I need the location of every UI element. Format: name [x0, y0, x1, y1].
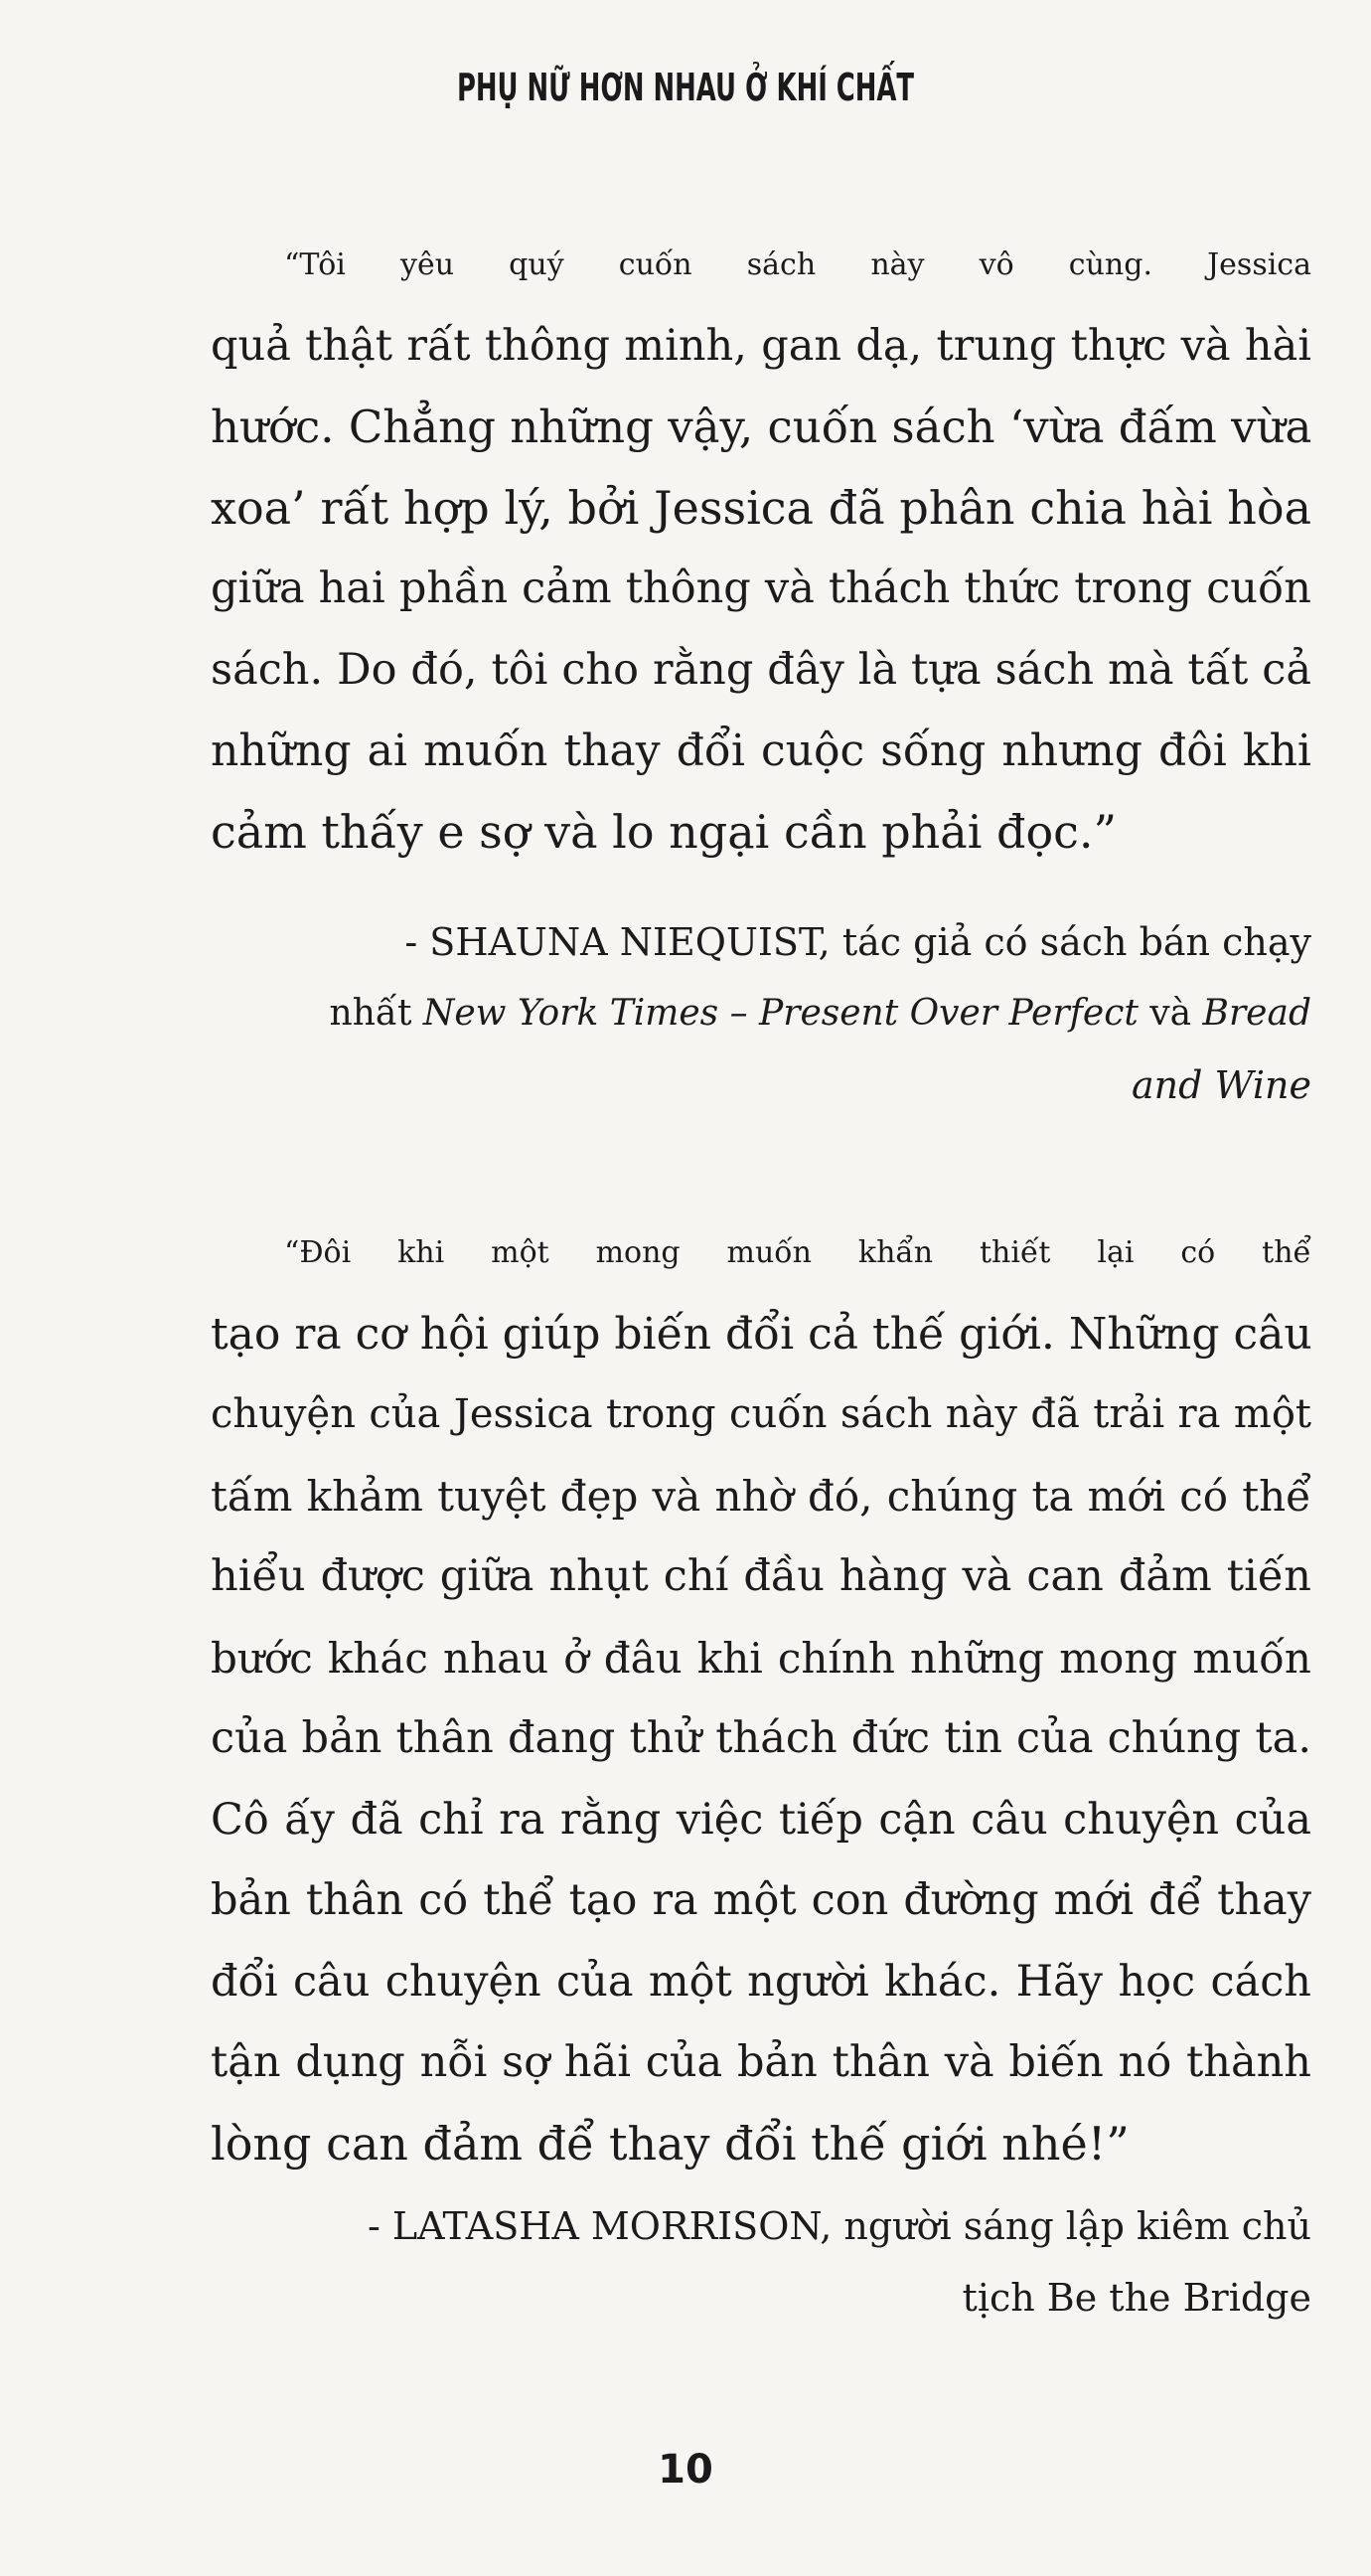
quote-line: hước. Chẳng những vậy, cuốn sách ‘vừa đấm vừa: [211, 401, 1312, 453]
quote-latasha-morrison: [211, 1212, 1311, 2184]
book-title-italic: and Wine: [1131, 1063, 1311, 1107]
book-title-italic: Bread: [1202, 993, 1311, 1034]
attribution-latasha-morrison: [318, 2190, 1311, 2334]
quote-line: quả thật rất thông minh, gan dạ, trung thực và hài: [211, 320, 1311, 371]
quote-line: xoa’ rất hợp lý, bởi Jessica đã phân chia hài hòa: [211, 480, 1311, 535]
attribution-shauna-niequist: [318, 906, 1311, 1121]
attribution-line: [318, 1049, 1311, 1121]
quote-line: bước khác nhau ở đâu khi chính những mong muốn: [211, 1633, 1311, 1683]
running-head: PHỤ NỮ HƠN NHAU Ở KHÍ CHẤT: [456, 66, 915, 109]
quote-line: “Đôi khi một mong muốn khẩn thiết lại có thể: [284, 1235, 1311, 1270]
quote-line: hiểu được giữa nhụt chí đầu hàng và can đảm tiến: [211, 1551, 1311, 1601]
quote-line: tạo ra cơ hội giúp biến đổi cả thế giới. Những câu: [211, 1308, 1312, 1360]
quote-line: tấm khảm tuyệt đẹp và nhờ đó, chúng ta mới có thể: [211, 1471, 1311, 1521]
quote-line: Cô ấy đã chỉ ra rằng việc tiếp cận câu chuyện của: [211, 1794, 1311, 1845]
quote-line: những ai muốn thay đổi cuộc sống nhưng đôi khi: [211, 725, 1311, 776]
page-number: 10: [658, 2447, 713, 2493]
attribution-line: - LATASHA MORRISON, người sáng lập kiêm chủ: [367, 2204, 1311, 2248]
attribution-text: nhất: [329, 993, 423, 1034]
quote-line: chuyện của Jessica trong cuốn sách này đã trải ra một: [211, 1391, 1311, 1437]
attribution-line: [318, 978, 1311, 1049]
quote-line: của bản thân đang thử thách đức tin của chúng ta.: [211, 1713, 1311, 1763]
quote-shauna-niequist: [211, 225, 1311, 873]
book-title-italic: New York Times – Present Over Perfect: [422, 993, 1139, 1034]
quote-line: sách. Do đó, tôi cho rằng đây là tựa sách mà tất cả: [211, 644, 1311, 695]
quote-line: tận dụng nỗi sợ hãi của bản thân và biến nó thành: [211, 2037, 1311, 2087]
quote-line: bản thân có thể tạo ra một con đường mới để thay: [211, 1875, 1311, 1925]
attribution-line: tịch Be the Bridge: [962, 2276, 1311, 2320]
attribution-text: và: [1138, 993, 1203, 1034]
quote-line: đổi câu chuyện của một người khác. Hãy học cách: [211, 1956, 1311, 2007]
attribution-line: - SHAUNA NIEQUIST, tác giả có sách bán chạy: [404, 920, 1311, 964]
quote-line: “Tôi yêu quý cuốn sách này vô cùng. Jessica: [284, 247, 1311, 282]
quote-line: lòng can đảm để thay đổi thế giới nhé!”: [211, 2116, 1130, 2171]
quote-line: giữa hai phần cảm thông và thách thức trong cuốn: [211, 564, 1311, 613]
quote-line: cảm thấy e sợ và lo ngại cần phải đọc.”: [211, 804, 1118, 859]
